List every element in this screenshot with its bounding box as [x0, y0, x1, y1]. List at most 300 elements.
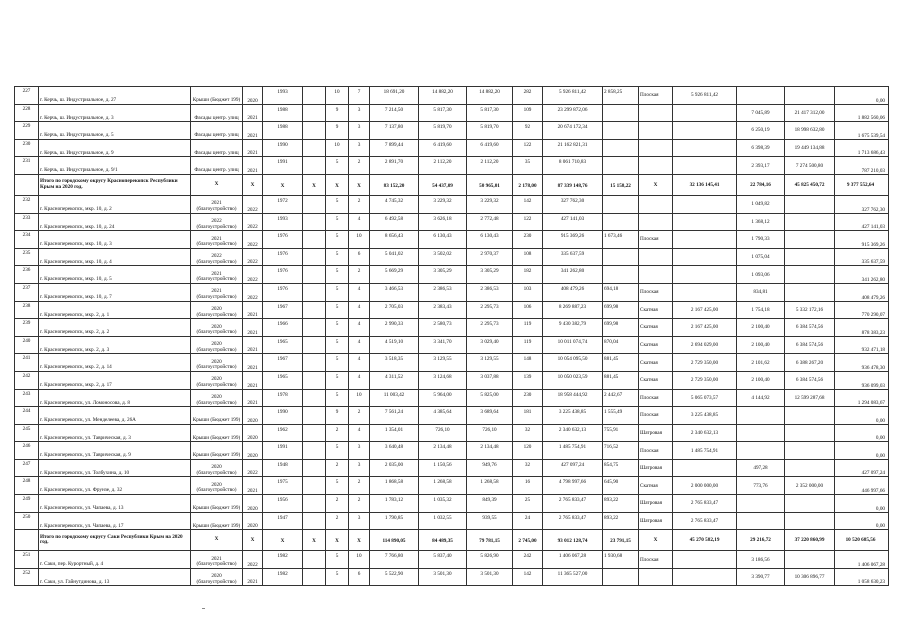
cell-col-6: X	[326, 530, 349, 551]
cell-col-9: 2 580,73	[419, 319, 467, 337]
cell-col-6: 5	[326, 248, 349, 266]
cell-col-11: 106	[513, 301, 543, 319]
cell-col-2: 2020 (благоустройство)	[191, 568, 243, 586]
cell-col-3: X	[243, 530, 263, 551]
cell-col-2: Фасады центр. улиц	[191, 122, 243, 140]
cell-col-18: 335 637,59	[835, 248, 889, 266]
cell-col-12: 2 765 833,47	[543, 512, 603, 530]
table-row	[15, 512, 889, 530]
table-row	[15, 283, 889, 301]
cell-col-11: 142	[513, 195, 543, 213]
cell-col-13: 870,04	[603, 336, 639, 354]
cell-col-14: Шатровая	[639, 512, 673, 530]
cell-col-17: 18 998 632,80	[785, 122, 835, 140]
cell-col-4: 1988	[263, 122, 303, 140]
table-body	[15, 87, 889, 586]
cell-col-6: 5	[326, 319, 349, 337]
cell-col-18: 770 290,07	[835, 301, 889, 319]
cell-col-4: 1991	[263, 442, 303, 460]
cell-col-15: 2 167 425,00	[673, 319, 737, 337]
cell-col-1: г. Красноперекопск, ул. Фрунзе, д. 32	[39, 477, 191, 495]
cell-col-11: 122	[513, 139, 543, 157]
cell-col-9: 3 502,02	[419, 248, 467, 266]
cell-col-10: 2 134,48	[467, 442, 513, 460]
table-row	[15, 568, 889, 586]
cell-col-14	[639, 157, 673, 175]
cell-col-1: г. Красноперекопск, мкр. 10, д. 24	[39, 213, 191, 231]
cell-col-12: 2 765 833,47	[543, 495, 603, 513]
cell-col-0: 252	[15, 568, 39, 586]
cell-col-0: 227	[15, 87, 39, 105]
cell-col-15: 2 765 833,47	[673, 512, 737, 530]
cell-col-3: 2021	[243, 336, 263, 354]
cell-col-1: г. Керчь, ш. Индустриальное, д. 9	[39, 139, 191, 157]
table-row	[15, 477, 889, 495]
cell-col-4: 1976	[263, 248, 303, 266]
cell-col-11: 103	[513, 283, 543, 301]
cell-col-17: 5 332 172,16	[785, 301, 835, 319]
cell-col-9: 2 383,43	[419, 301, 467, 319]
cell-col-3: 2021	[243, 104, 263, 122]
cell-col-17: 6 384 574,56	[785, 371, 835, 389]
cell-col-1: г. Красноперекопск, ул. Ломоносова, д. 8	[39, 389, 191, 407]
cell-col-5	[303, 389, 326, 407]
cell-col-1: г. Красноперекопск, ул. Менделеева, д. 26А	[39, 407, 191, 425]
cell-col-2: X	[191, 174, 243, 195]
cell-col-9: 5 964,00	[419, 389, 467, 407]
cell-col-6: 9	[326, 407, 349, 425]
cell-col-14: Скатная	[639, 336, 673, 354]
cell-col-13: 716,52	[603, 442, 639, 460]
cell-col-3: 2021	[243, 389, 263, 407]
cell-col-15	[673, 157, 737, 175]
cell-col-3: 2020	[243, 442, 263, 460]
cell-col-0: 246	[15, 442, 39, 460]
cell-col-8: 7 214,50	[370, 104, 419, 122]
cell-col-17	[785, 213, 835, 231]
cell-col-16: 497,28	[737, 459, 785, 477]
cell-col-18: 915 369,26	[835, 231, 889, 249]
cell-col-16	[737, 442, 785, 460]
cell-col-2: 2022 (благоустройство)	[191, 213, 243, 231]
table-row	[15, 248, 889, 266]
cell-col-14	[639, 195, 673, 213]
cell-col-18: 9 377 552,64	[835, 174, 889, 195]
scan-mark	[202, 608, 205, 609]
cell-col-17: 6 384 574,56	[785, 336, 835, 354]
cell-col-4: 1967	[263, 354, 303, 372]
cell-col-0: 251	[15, 551, 39, 569]
cell-col-11: 92	[513, 122, 543, 140]
cell-col-4: 1972	[263, 195, 303, 213]
cell-col-13: 694,18	[603, 283, 639, 301]
cell-col-4: 1962	[263, 424, 303, 442]
cell-col-0: 249	[15, 495, 39, 513]
cell-col-11: 230	[513, 231, 543, 249]
cell-col-5	[303, 283, 326, 301]
cell-col-12: 5 926 811,42	[543, 87, 603, 105]
cell-col-7: 4	[349, 371, 370, 389]
cell-col-15: 5 065 073,57	[673, 389, 737, 407]
cell-col-11: 242	[513, 551, 543, 569]
cell-col-18: 0,00	[835, 424, 889, 442]
cell-col-10: 939,55	[467, 512, 513, 530]
cell-col-17: 45 825 450,72	[785, 174, 835, 195]
cell-col-12: 87 339 148,76	[543, 174, 603, 195]
table-row	[15, 266, 889, 284]
cell-col-11: 108	[513, 248, 543, 266]
cell-col-4: 1947	[263, 512, 303, 530]
cell-col-5: X	[303, 174, 326, 195]
cell-col-3: 2021	[243, 354, 263, 372]
cell-col-16: 6 250,19	[737, 122, 785, 140]
cell-col-8: 2 990,33	[370, 319, 419, 337]
cell-col-2: 2021 (благоустройство)	[191, 195, 243, 213]
cell-col-14: Скатная	[639, 371, 673, 389]
cell-col-7: 2	[349, 195, 370, 213]
cell-col-7: 2	[349, 477, 370, 495]
cell-col-12: 4 798 997,66	[543, 477, 603, 495]
cell-col-5	[303, 122, 326, 140]
table-row	[15, 442, 889, 460]
capital-repair-table	[14, 86, 889, 586]
cell-col-10: 5 825,00	[467, 389, 513, 407]
table-row	[15, 407, 889, 425]
cell-col-5	[303, 157, 326, 175]
cell-col-4: 1948	[263, 459, 303, 477]
cell-col-3: 2021	[243, 122, 263, 140]
cell-col-1: г. Красноперекопск, ул. Чапаева, д. 17	[39, 512, 191, 530]
cell-col-0: 242	[15, 371, 39, 389]
cell-col-13: 755,91	[603, 424, 639, 442]
cell-col-3: X	[243, 174, 263, 195]
cell-col-18: 408 479,26	[835, 283, 889, 301]
cell-col-7: X	[349, 174, 370, 195]
cell-col-1: г. Керчь, ш. Индустриальное, д. 9/1	[39, 157, 191, 175]
cell-col-11: 139	[513, 371, 543, 389]
cell-col-3: 2020	[243, 424, 263, 442]
cell-col-3: 2021	[243, 301, 263, 319]
cell-col-9: 3 501,30	[419, 568, 467, 586]
cell-col-6: 5	[326, 213, 349, 231]
cell-col-3: 2021	[243, 477, 263, 495]
table-row	[15, 336, 889, 354]
cell-col-10: 726,10	[467, 424, 513, 442]
cell-col-14: X	[639, 174, 673, 195]
cell-col-18: 446 997,66	[835, 477, 889, 495]
cell-col-11: 109	[513, 104, 543, 122]
cell-col-3: 2021	[243, 139, 263, 157]
cell-col-16: 834,81	[737, 283, 785, 301]
cell-col-6: 2	[326, 424, 349, 442]
cell-col-17	[785, 283, 835, 301]
cell-col-6: 5	[326, 283, 349, 301]
cell-col-17	[785, 266, 835, 284]
cell-col-15: 2 167 425,00	[673, 301, 737, 319]
cell-col-9: 4 385,64	[419, 407, 467, 425]
cell-col-13: 2 858,25	[603, 87, 639, 105]
cell-col-12: 3 225 438,85	[543, 407, 603, 425]
cell-col-0: 235	[15, 248, 39, 266]
cell-col-2: Крыши (Бюджет 199)	[191, 512, 243, 530]
cell-col-9: 2 386,53	[419, 283, 467, 301]
cell-col-7: 3	[349, 139, 370, 157]
cell-col-5	[303, 104, 326, 122]
cell-col-15: 2 000 000,00	[673, 477, 737, 495]
cell-col-2: 2021 (благоустройство)	[191, 283, 243, 301]
cell-col-0: 240	[15, 336, 39, 354]
cell-col-3: 2022	[243, 231, 263, 249]
cell-col-0: 239	[15, 319, 39, 337]
cell-col-2: 2021 (благоустройство)	[191, 266, 243, 284]
cell-col-10: 3 029,40	[467, 336, 513, 354]
cell-col-8: 1 790,85	[370, 512, 419, 530]
cell-col-5	[303, 495, 326, 513]
cell-col-0: 236	[15, 266, 39, 284]
document-sheet	[14, 86, 888, 586]
cell-col-2: 2021 (благоустройство)	[191, 551, 243, 569]
cell-col-15	[673, 104, 737, 122]
cell-col-7: 10	[349, 231, 370, 249]
cell-col-18: 0,00	[835, 87, 889, 105]
cell-col-7: 2	[349, 157, 370, 175]
cell-col-1: г. Красноперекопск, мкр. 10, д. 2	[39, 195, 191, 213]
cell-col-12: 93 012 128,74	[543, 530, 603, 551]
cell-col-7: 4	[349, 354, 370, 372]
cell-col-2: 2020 (благоустройство)	[191, 477, 243, 495]
cell-col-16: 2 100,40	[737, 319, 785, 337]
cell-col-11: 142	[513, 568, 543, 586]
cell-col-16: 2 100,40	[737, 371, 785, 389]
cell-col-1: г. Красноперекопск, мкр. 10, д. 3	[39, 231, 191, 249]
cell-col-10: 3 037,88	[467, 371, 513, 389]
cell-col-13: 23 791,15	[603, 530, 639, 551]
cell-col-17: 7 274 500,80	[785, 157, 835, 175]
cell-col-18: 1 713 686,43	[835, 139, 889, 157]
cell-col-16: 1 049,82	[737, 195, 785, 213]
cell-col-17	[785, 442, 835, 460]
cell-col-0: 248	[15, 477, 39, 495]
cell-col-12: 11 365 527,00	[543, 568, 603, 586]
cell-col-8: 5 522,90	[370, 568, 419, 586]
cell-col-8: 1 783,12	[370, 495, 419, 513]
cell-col-4: 1982	[263, 551, 303, 569]
cell-col-8: 7 766,80	[370, 551, 419, 569]
cell-col-5	[303, 195, 326, 213]
cell-col-0: 231	[15, 157, 39, 175]
cell-col-17	[785, 512, 835, 530]
cell-col-6: 10	[326, 139, 349, 157]
cell-col-13	[603, 122, 639, 140]
cell-col-9: 5 819,70	[419, 122, 467, 140]
cell-col-4: 1993	[263, 213, 303, 231]
cell-col-16: 29 216,72	[737, 530, 785, 551]
cell-col-3: 2021	[243, 319, 263, 337]
cell-col-16: 2 100,40	[737, 336, 785, 354]
cell-col-15: 2 729 350,00	[673, 354, 737, 372]
cell-col-1: Итого по городскому округу Саки Республики Крым на 2020 год.	[39, 530, 191, 551]
cell-col-11: 32	[513, 459, 543, 477]
cell-col-0: 247	[15, 459, 39, 477]
cell-col-14: Плоская	[639, 442, 673, 460]
cell-col-13: 699,98	[603, 301, 639, 319]
cell-col-1: г. Красноперекопск, ул. Таврическая, д. 3	[39, 424, 191, 442]
cell-col-8: 3 518,35	[370, 354, 419, 372]
cell-col-5	[303, 266, 326, 284]
cell-col-7: 6	[349, 248, 370, 266]
table-row	[15, 122, 889, 140]
cell-col-5	[303, 336, 326, 354]
cell-col-13: 699,98	[603, 319, 639, 337]
cell-col-10: 2 386,53	[467, 283, 513, 301]
cell-col-15: 1 485 754,91	[673, 442, 737, 460]
cell-col-4: 1965	[263, 336, 303, 354]
cell-col-5	[303, 87, 326, 105]
cell-col-10: 3 229,32	[467, 195, 513, 213]
cell-col-8: 2 891,70	[370, 157, 419, 175]
table-row	[15, 319, 889, 337]
cell-col-7: 2	[349, 266, 370, 284]
cell-col-7: 3	[349, 442, 370, 460]
cell-col-16: 1 754,18	[737, 301, 785, 319]
cell-col-2: 2020 (благоустройство)	[191, 354, 243, 372]
cell-col-6: 10	[326, 87, 349, 105]
cell-col-18: 0,00	[835, 442, 889, 460]
cell-col-6: 5	[326, 354, 349, 372]
cell-col-2: Крыши (Бюджет 199)	[191, 87, 243, 105]
cell-col-8: 4 311,52	[370, 371, 419, 389]
cell-col-0: 245	[15, 424, 39, 442]
cell-col-6: 9	[326, 104, 349, 122]
cell-col-8: 83 152,20	[370, 174, 419, 195]
cell-col-15	[673, 568, 737, 586]
cell-col-15	[673, 459, 737, 477]
cell-col-16: 1 075,04	[737, 248, 785, 266]
cell-col-11: 182	[513, 266, 543, 284]
cell-col-9: 1 035,32	[419, 495, 467, 513]
cell-col-3: 2022	[243, 248, 263, 266]
cell-col-5	[303, 248, 326, 266]
table-row	[15, 459, 889, 477]
cell-col-15: 3 225 438,85	[673, 407, 737, 425]
cell-col-15	[673, 139, 737, 157]
cell-col-1: г. Саки, пер. Курортный, д. 4	[39, 551, 191, 569]
cell-col-4: 1990	[263, 407, 303, 425]
cell-col-0: 232	[15, 195, 39, 213]
cell-col-8: 6 492,58	[370, 213, 419, 231]
cell-col-2: 2020 (благоустройство)	[191, 301, 243, 319]
cell-col-10: 5 817,30	[467, 104, 513, 122]
cell-col-17: 19 449 134,88	[785, 139, 835, 157]
cell-col-13: 1 930,68	[603, 551, 639, 569]
cell-col-0: 229	[15, 122, 39, 140]
cell-col-15	[673, 231, 737, 249]
cell-col-13	[603, 213, 639, 231]
cell-col-13	[603, 195, 639, 213]
cell-col-1: г. Керчь, ш. Индустриальное, д. 27	[39, 87, 191, 105]
cell-col-5	[303, 354, 326, 372]
cell-col-16: 7 045,89	[737, 104, 785, 122]
cell-col-12: 1 485 754,91	[543, 442, 603, 460]
cell-col-12: 915 369,26	[543, 231, 603, 249]
cell-col-6: 5	[326, 157, 349, 175]
cell-col-7: 4	[349, 283, 370, 301]
cell-col-16: 6 398,39	[737, 139, 785, 157]
cell-col-6: 5	[326, 266, 349, 284]
cell-col-1: г. Саки, ул. Гайнутдинова, д. 13	[39, 568, 191, 586]
cell-col-16	[737, 87, 785, 105]
cell-col-1: г. Красноперекопск, мкр. 10, д. 7	[39, 283, 191, 301]
cell-col-13: 15 158,22	[603, 174, 639, 195]
cell-col-8: 3 640,48	[370, 442, 419, 460]
cell-col-11: 148	[513, 354, 543, 372]
cell-col-8: 1 868,58	[370, 477, 419, 495]
cell-col-9: 1 032,55	[419, 512, 467, 530]
cell-col-14: Плоская	[639, 231, 673, 249]
cell-col-8: 2 705,03	[370, 301, 419, 319]
cell-col-4: 1982	[263, 568, 303, 586]
cell-col-7: 3	[349, 512, 370, 530]
cell-col-11: 16	[513, 477, 543, 495]
cell-col-3: 2022	[243, 459, 263, 477]
cell-col-7: X	[349, 530, 370, 551]
cell-col-1: г. Керчь, ш. Индустриальное, д. 5	[39, 122, 191, 140]
cell-col-10: 14 882,20	[467, 87, 513, 105]
cell-col-18: 341 262,80	[835, 266, 889, 284]
cell-col-14: X	[639, 530, 673, 551]
cell-col-7: 7	[349, 87, 370, 105]
cell-col-14: Скатная	[639, 477, 673, 495]
cell-col-11: 122	[513, 213, 543, 231]
cell-col-13: 2 442,67	[603, 389, 639, 407]
cell-col-14: Шатровая	[639, 495, 673, 513]
cell-col-18: 327 762,30	[835, 195, 889, 213]
cell-col-7: 4	[349, 213, 370, 231]
cell-col-11: 181	[513, 407, 543, 425]
cell-col-17	[785, 459, 835, 477]
cell-col-1: г. Красноперекопск, ул. Чапаева, д. 13	[39, 495, 191, 513]
table-row	[15, 424, 889, 442]
cell-col-3: 2020	[243, 407, 263, 425]
cell-col-13: 1 673,46	[603, 231, 639, 249]
cell-col-15: 32 136 145,41	[673, 174, 737, 195]
cell-col-3: 2022	[243, 213, 263, 231]
cell-col-2: 2021 (благоустройство)	[191, 231, 243, 249]
cell-col-1: г. Красноперекопск, мкр. 2, д. 17	[39, 371, 191, 389]
cell-col-17	[785, 87, 835, 105]
cell-col-0: 243	[15, 389, 39, 407]
cell-col-17: 6 388 267,20	[785, 354, 835, 372]
cell-col-1: г. Красноперекопск, мкр. 2, д. 3	[39, 336, 191, 354]
cell-col-16	[737, 512, 785, 530]
cell-col-6: 2	[326, 512, 349, 530]
cell-col-15: 2 694 029,00	[673, 336, 737, 354]
cell-col-10: 1 268,58	[467, 477, 513, 495]
cell-col-18: 10 520 685,56	[835, 530, 889, 551]
cell-col-14: Плоская	[639, 551, 673, 569]
cell-col-16: 4 144,92	[737, 389, 785, 407]
cell-col-6: 5	[326, 195, 349, 213]
cell-col-9: 14 882,20	[419, 87, 467, 105]
cell-col-11: 119	[513, 319, 543, 337]
table-row	[15, 157, 889, 175]
cell-col-4: 1976	[263, 283, 303, 301]
cell-col-7: 4	[349, 424, 370, 442]
cell-col-10: 3 129,55	[467, 354, 513, 372]
cell-col-8: 5 669,29	[370, 266, 419, 284]
cell-col-3: 2022	[243, 551, 263, 569]
cell-col-7: 3	[349, 459, 370, 477]
